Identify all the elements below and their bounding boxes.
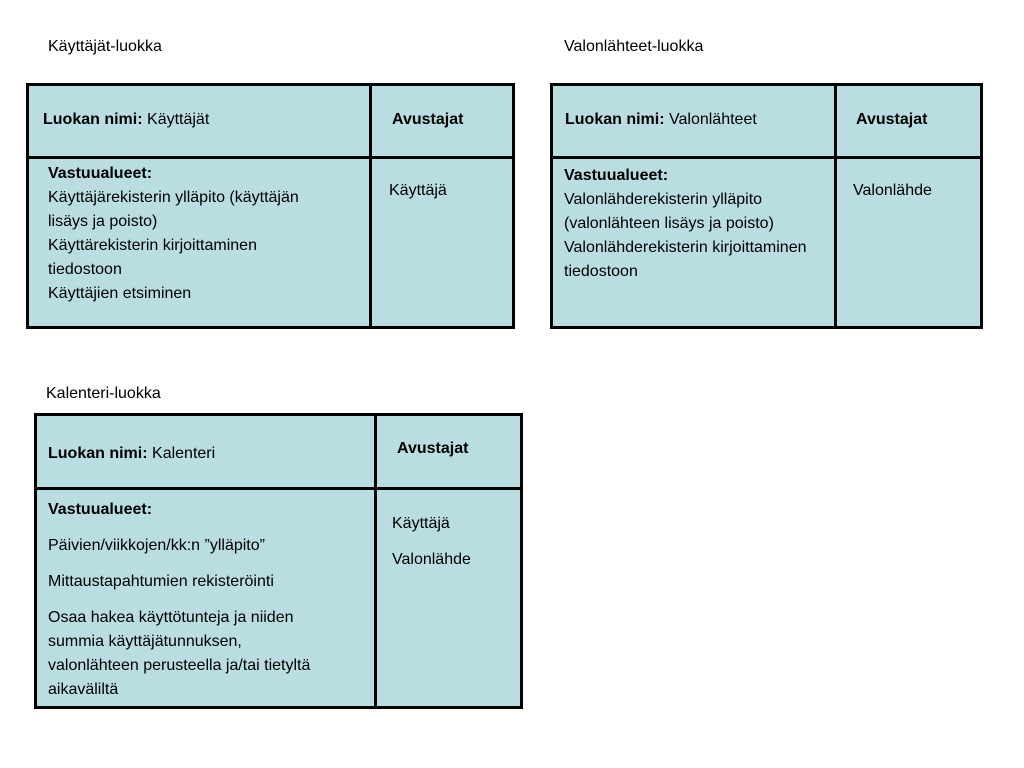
responsibility-line: Valonlähderekisterin ylläpito	[564, 191, 763, 208]
class-name-label: Luokan nimi:	[565, 111, 665, 128]
responsibilities-cell	[553, 159, 837, 326]
responsibility-line: Valonlähderekisterin kirjoittaminen	[564, 239, 807, 256]
crc-card-kayttajat	[26, 83, 515, 329]
collaborators-header	[377, 416, 520, 490]
class-name-label: Luokan nimi:	[48, 445, 148, 462]
responsibility-line: valonlähteen perusteella ja/tai tietyltä	[48, 657, 311, 674]
collaborator-item: Käyttäjä	[392, 515, 450, 532]
collaborator-item: Valonlähde	[392, 551, 471, 568]
responsibilities-label: Vastuualueet:	[48, 165, 153, 182]
collaborators-cell	[837, 159, 980, 326]
card-heading-valonlahteet: Valonlähteet-luokka	[564, 38, 704, 55]
responsibility-line: summia käyttäjätunnuksen,	[48, 633, 242, 650]
class-name-label: Luokan nimi:	[43, 111, 143, 128]
responsibility-line: tiedostoon	[564, 263, 638, 280]
class-name-value: Valonlähteet	[669, 111, 757, 128]
responsibility-line: Käyttäjärekisterin ylläpito (käyttäjän	[48, 189, 299, 206]
card-heading-kalenteri: Kalenteri-luokka	[46, 385, 161, 402]
responsibility-line: lisäys ja poisto)	[48, 213, 158, 230]
responsibilities-cell	[37, 490, 377, 706]
responsibility-line: Käyttärekisterin kirjoittaminen	[48, 237, 257, 254]
class-name-value: Käyttäjät	[147, 111, 210, 128]
responsibility-line: (valonlähteen lisäys ja poisto)	[564, 215, 774, 232]
responsibility-line: Osaa hakea käyttötunteja ja niiden	[48, 609, 294, 626]
class-name-cell	[553, 86, 837, 159]
collaborators-header	[837, 86, 980, 159]
responsibilities-cell	[29, 159, 372, 326]
responsibility-line: tiedostoon	[48, 261, 122, 278]
responsibility-line: aikaväliltä	[48, 681, 119, 698]
collaborators-label: Avustajat	[392, 111, 464, 128]
crc-card-valonlahteet	[550, 83, 983, 329]
collaborator-item: Käyttäjä	[389, 182, 447, 199]
collaborators-label: Avustajat	[397, 440, 469, 457]
card-heading-kayttajat: Käyttäjät-luokka	[48, 38, 162, 55]
class-name-value: Kalenteri	[152, 445, 216, 462]
class-name-cell	[37, 416, 377, 490]
crc-card-kalenteri	[34, 413, 523, 709]
collaborator-item: Valonlähde	[853, 182, 932, 199]
responsibilities-label: Vastuualueet:	[48, 501, 153, 518]
responsibilities-label: Vastuualueet:	[564, 167, 669, 184]
class-name-cell	[29, 86, 372, 159]
collaborators-label: Avustajat	[856, 111, 928, 128]
responsibility-line: Mittaustapahtumien rekisteröinti	[48, 573, 274, 590]
collaborators-header	[372, 86, 512, 159]
collaborators-cell	[377, 490, 520, 706]
collaborators-cell	[372, 159, 512, 326]
responsibility-line: Päivien/viikkojen/kk:n ”ylläpito”	[48, 537, 265, 554]
responsibility-line: Käyttäjien etsiminen	[48, 285, 192, 302]
